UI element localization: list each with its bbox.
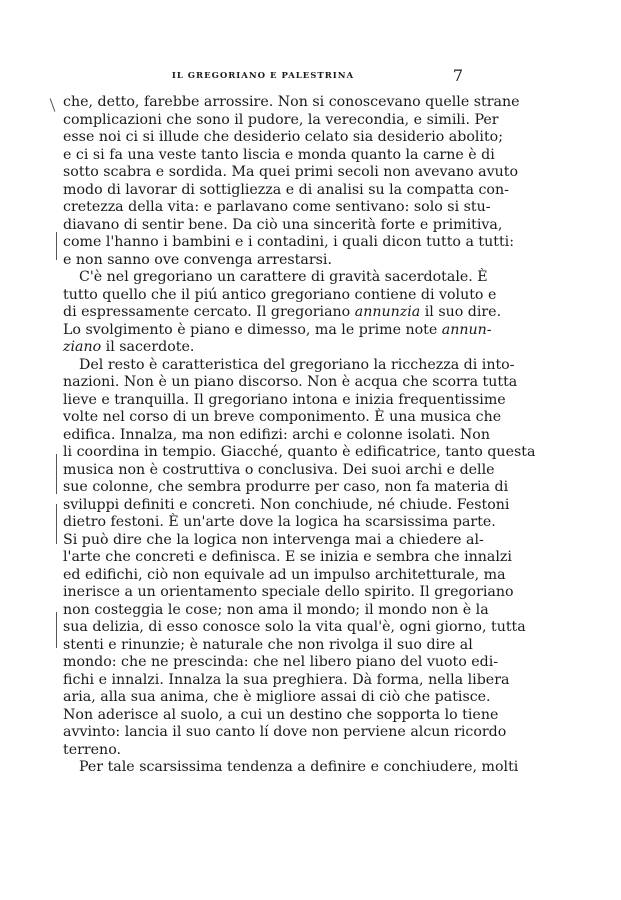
text-line: mondo: che ne prescinda: che nel libero piano del vuoto edi- xyxy=(63,654,499,670)
paragraph xyxy=(63,759,519,777)
text-line: Del resto è caratteristica del gregoriano la ricchezza di into- xyxy=(79,356,515,373)
text-line: li coordina in tempio. Giacché, quanto è edificatrice, tanto questa xyxy=(63,444,536,460)
paragraph xyxy=(63,94,520,269)
text-line: fichi e innalzi. Innalza la sua preghiera. Dà forma, nella libera xyxy=(63,671,510,688)
text-line: Non aderisce al suolo, a cui un destino che sopporta lo tiene xyxy=(63,706,499,723)
text-line: cretezza della vita: e parlavano come sentivano: solo si stu- xyxy=(63,199,491,215)
text-line: ed edifichi, ciò non equivale ad un impulso architetturale, ma xyxy=(63,566,506,583)
text-line: e ci si fa una veste tanto liscia e monda quanto la carne è di xyxy=(63,146,495,163)
text-segment: il suo dire. xyxy=(420,304,502,320)
text-line xyxy=(63,321,492,340)
text-line: esse noi ci si illude che desiderio celato sia desiderio abolito; xyxy=(63,129,503,145)
text-line: l'arte che concreti e definisca. E se inizia e sembra che innalzi xyxy=(63,549,512,565)
running-header xyxy=(63,66,463,86)
text-line: Si può dire che la logica non intervenga mai a chiedere al- xyxy=(63,531,484,548)
paragraph xyxy=(63,356,536,760)
text-segment: di espressamente cercato. Il gregoriano xyxy=(63,304,355,320)
text-line: nazioni. Non è un piano discorso. Non è acqua che scorra tutta xyxy=(63,374,518,390)
text-line: sua delizia, di esso conosce solo la vita qual'è, ogni giorno, tutta xyxy=(63,619,526,635)
text-line: e non sanno ove convenga arrestarsi. xyxy=(63,251,332,268)
running-title: IL GREGORIANO E PALESTRINA xyxy=(171,71,355,81)
scan-margin-mark xyxy=(56,454,57,494)
scan-margin-mark xyxy=(56,504,57,544)
text-segment: Lo svolgimento è piano e dimesso, ma le prime note xyxy=(63,321,442,338)
text-line: diavano di sentir bene. Da ciò una sincerità forte e primitiva, xyxy=(63,216,503,233)
scan-margin-mark xyxy=(56,612,57,648)
text-line: sviluppi definiti e concreti. Non conchiude, né chiude. Festoni xyxy=(63,496,510,513)
italic-emphasis: ziano xyxy=(63,339,102,355)
text-line xyxy=(63,304,502,322)
text-line: terreno. xyxy=(63,741,121,758)
text-segment: il sacerdote. xyxy=(101,339,195,355)
text-line: sue colonne, che sembra produrre per caso, non fa materia di xyxy=(63,479,509,495)
text-line: musica non è costruttiva o conclusiva. Dei suoi archi e delle xyxy=(63,461,495,478)
text-line xyxy=(63,339,463,357)
text-line: Per tale scarsissima tendenza a definire e conchiudere, molti xyxy=(79,759,519,775)
text-line: come l'hanno i bambini e i contadini, i quali dicon tutto a tutti: xyxy=(63,234,514,250)
text-line: complicazioni che sono il pudore, la verecondia, e simili. Per xyxy=(63,111,499,128)
scan-margin-mark xyxy=(56,232,57,260)
page-body xyxy=(63,94,536,777)
text-line: C'è nel gregoriano un carattere di gravità sacerdotale. È xyxy=(79,269,488,285)
text-line: sotto scabra e sordida. Ma quei primi secoli non avevano avuto xyxy=(63,164,519,180)
text-line: avvinto: lancia il suo canto lí dove non perviene alcun ricordo xyxy=(63,724,507,740)
text-line: non costeggia le cose; non ama il mondo; il mondo non è la xyxy=(63,601,489,618)
text-line: inerisce a un orientamento speciale dello spirito. Il gregoriano xyxy=(63,584,514,600)
text-line: tutto quello che il piú antico gregoriano contiene di voluto e xyxy=(63,286,497,303)
text-line: che, detto, farebbe arrossire. Non si conoscevano quelle strane xyxy=(63,94,520,110)
text-line: dietro festoni. È un'arte dove la logica ha scarsissima parte. xyxy=(63,514,496,530)
page-number: 7 xyxy=(452,66,463,85)
text-line: lieve e tranquilla. Il gregoriano intona e inizia frequentissime xyxy=(63,391,506,408)
italic-emphasis: annun- xyxy=(441,321,492,338)
italic-emphasis: annunzia xyxy=(354,304,421,320)
text-line: volte nel corso di un breve componimento. È una musica che xyxy=(63,409,502,425)
text-line: modo di lavorar di sottigliezza e di analisi su la compatta con- xyxy=(63,181,509,198)
text-line: stenti e rinunzie; è naturale che non rivolga il suo dire al xyxy=(63,636,473,653)
paragraph xyxy=(63,269,502,357)
text-line: edifica. Innalza, ma non edifizi: archi e colonne isolati. Non xyxy=(63,426,490,443)
text-line: aria, alla sua anima, che è migliore assai di ciò che patisce. xyxy=(63,689,491,705)
scan-margin-mark xyxy=(50,98,56,111)
